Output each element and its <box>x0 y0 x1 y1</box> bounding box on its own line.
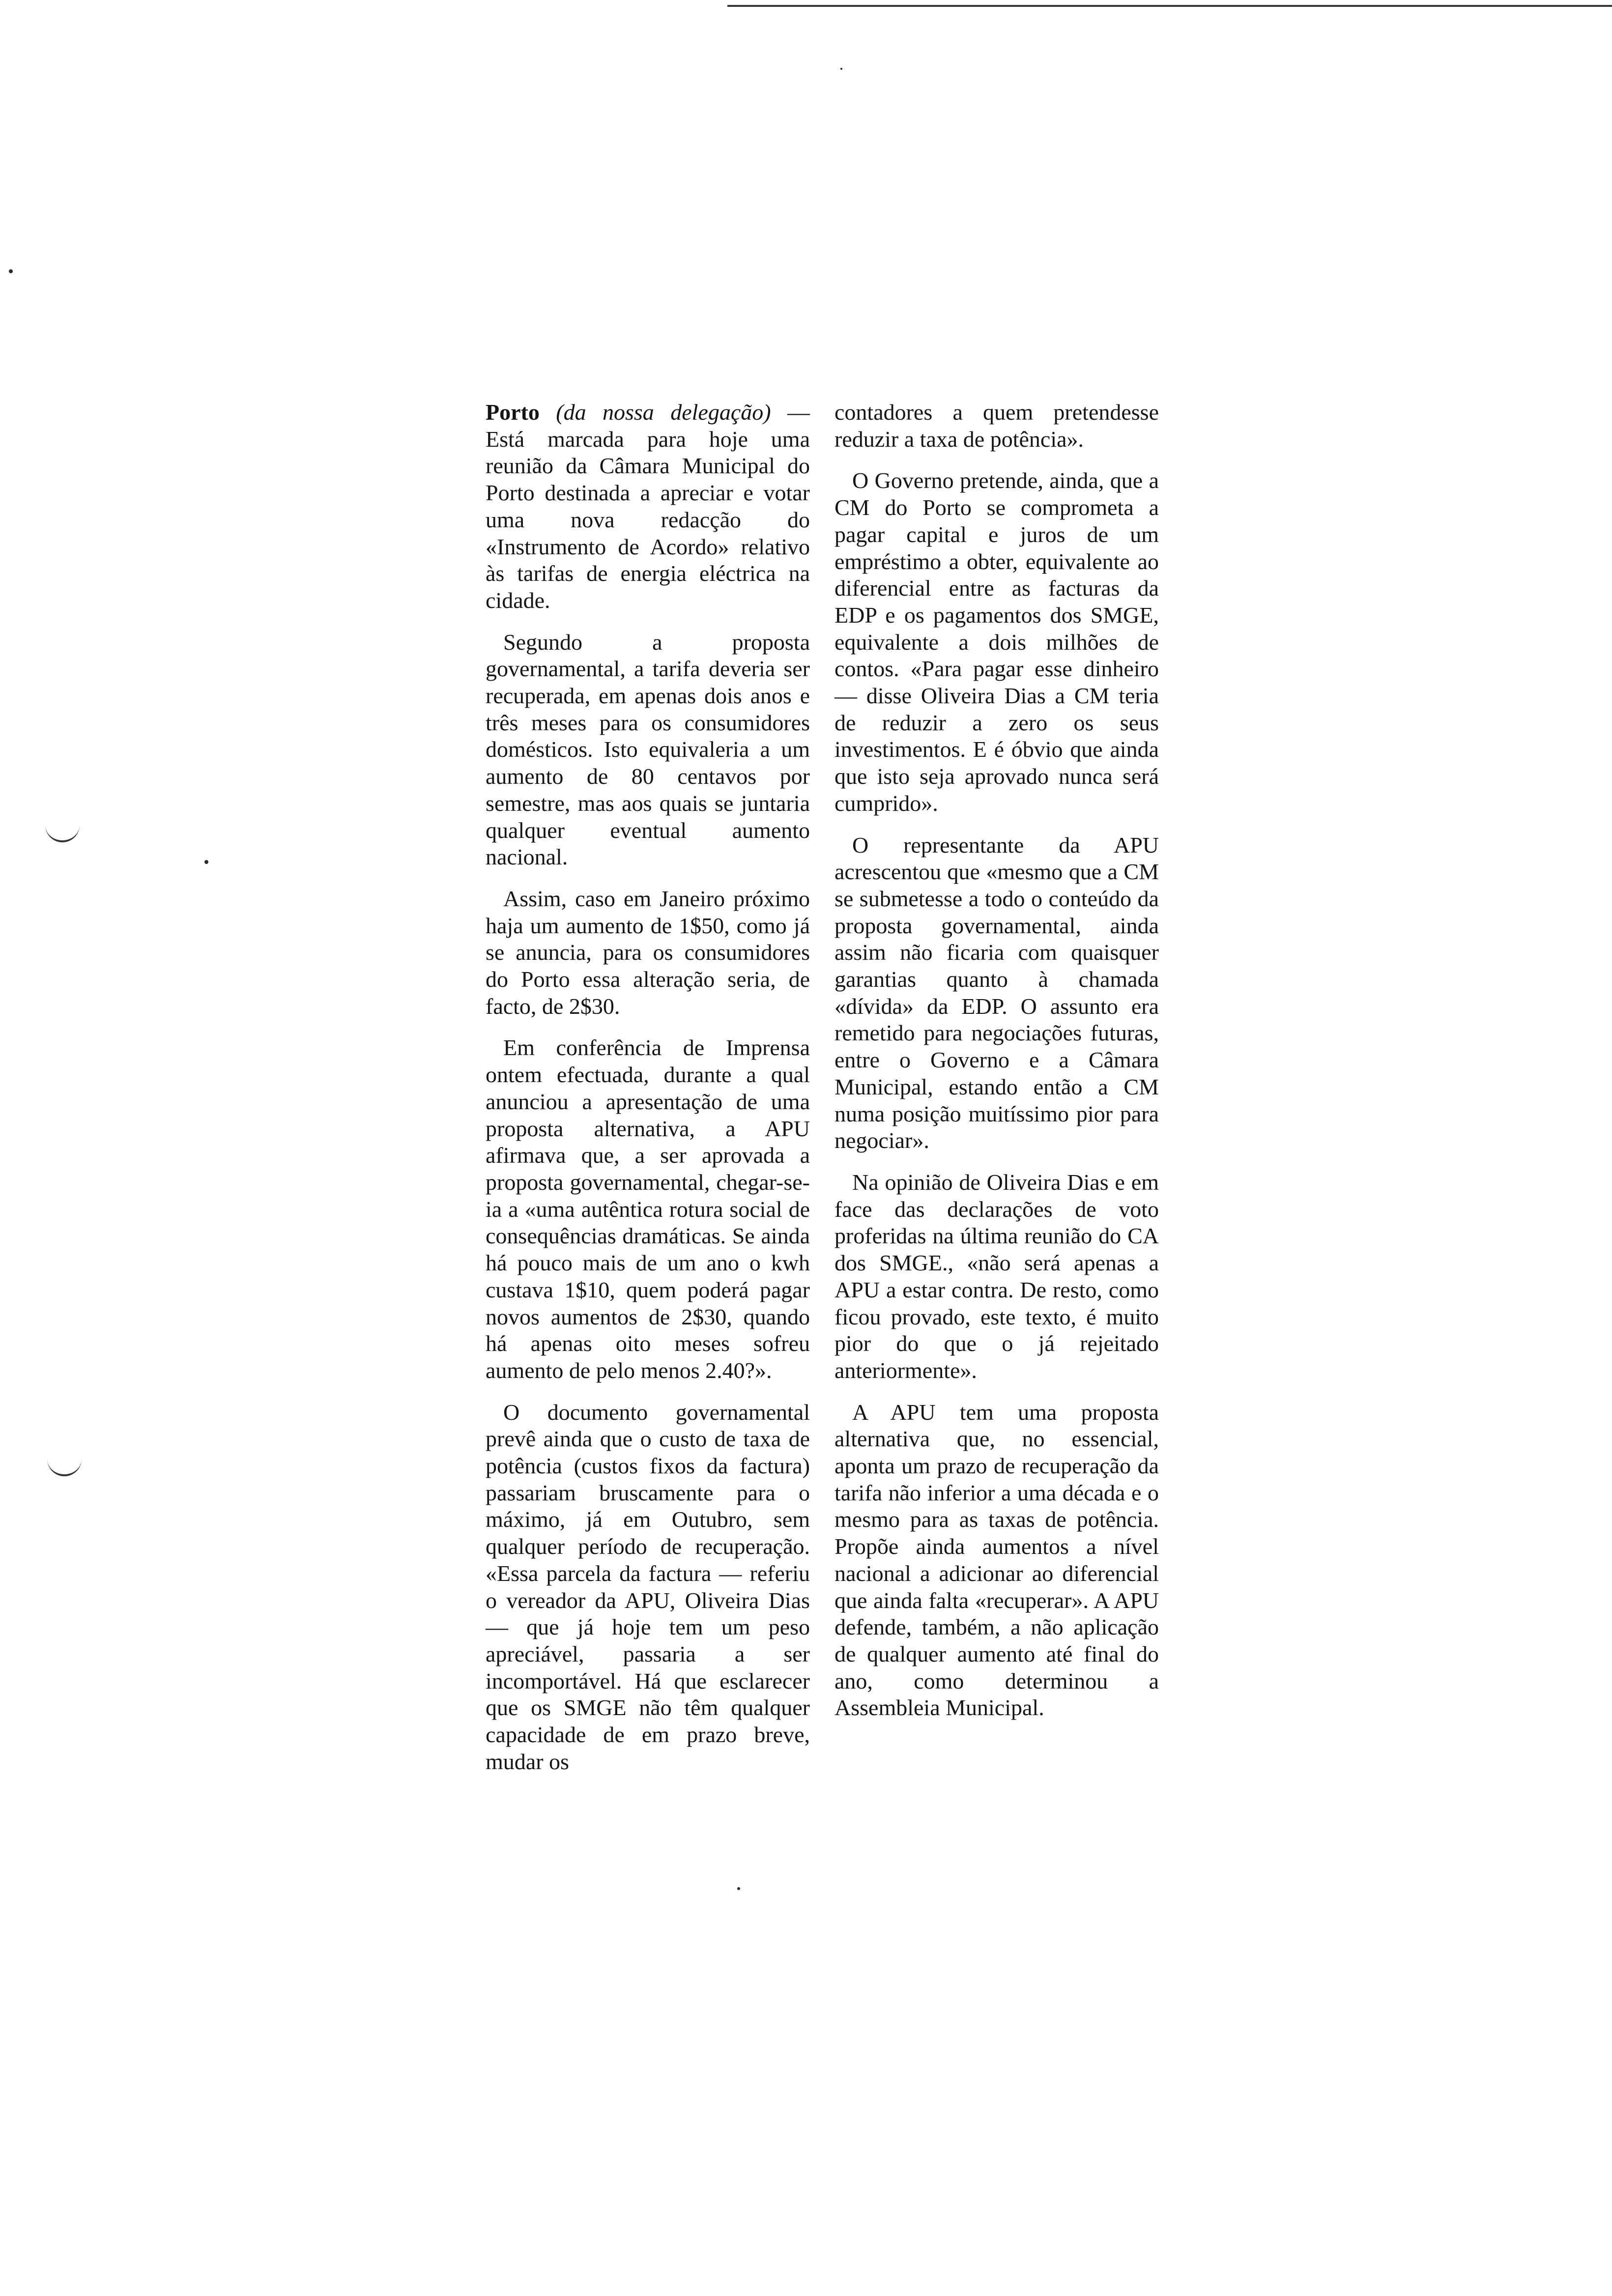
article-paragraph: Em conferência de Imprensa ontem efectuada, durante a qual anunciou a apresentação de uma proposta alternativa, a APU afirmava que, a ser aprovada a proposta governamental, chegar-se-ia a «uma autêntica rotura social de consequências dramáticas. Se ainda há pouco mais de um ano o kwh custava 1$10, quem poderá pagar novos aumentos de 2$30, quando há apenas oito meses sofreu aumento de pelo menos 2.40?». <box>486 1035 810 1383</box>
article-paragraph: O Governo pretende, ainda, que a CM do Porto se comprometa a pagar capital e juros de um empréstimo a obter, equivalente ao diferencial entre as facturas da EDP e os pagamentos dos SMGE, equivalente a dois milhões de contos. «Para pagar esse dinheiro — disse Oliveira Dias a CM teria de reduzir a zero os seus investimentos. E é óbvio que ainda que isto seja aprovado nunca será cumprido». <box>835 468 1159 816</box>
article-paragraph: O documento governamental prevê ainda que o custo de taxa de potência (custos fixos da factura) passariam bruscamente para o máximo, já em Outubro, sem qualquer período de recuperação. «Essa parcela da factura — referiu o vereador da APU, Oliveira Dias — que já hoje tem um peso apreciável, passaria a ser incomportável. Há que esclarecer que os SMGE não têm qualquer capacidade de em prazo breve, mudar os <box>486 1399 810 1774</box>
article-paragraph: contadores a quem pretendesse reduzir a taxa de potência». <box>835 400 1159 452</box>
article-byline: (da nossa delegação) <box>556 400 771 425</box>
article-dateline: Porto <box>486 400 540 425</box>
article-lead-text: — Está marcada para hoje uma reunião da Câmara Municipal do Porto destinada a apreciar e votar uma nova redacção do «Instrumento de Acordo» relativo às tarifas de energia eléctrica na cidade. <box>486 400 810 613</box>
article-lead-paragraph <box>486 399 810 614</box>
margin-mark <box>47 1455 82 1476</box>
scan-speck <box>840 68 842 70</box>
article-paragraph: Assim, caso em Janeiro próximo haja um aumento de 1$50, como já se anuncia, para os consumidores do Porto essa alteração seria, de facto, de 2$30. <box>486 886 810 1019</box>
scan-speck <box>9 269 13 273</box>
scan-speck <box>737 1887 740 1890</box>
article-paragraph: A APU tem uma proposta alternativa que, no essencial, aponta um prazo de recuperação da tarifa não inferior a uma década e o mesmo para as taxas de potência. Propõe ainda aumentos a nível nacional a adicionar ao diferencial que ainda falta «recuperar». A APU defende, também, a não aplicação de qualquer aumento até final do ano, como determinou a Assembleia Municipal. <box>835 1399 1159 1721</box>
article-left-column <box>486 399 810 1790</box>
article-paragraph: Na opinião de Oliveira Dias e em face das declarações de voto proferidas na última reunião do CA dos SMGE., «não será apenas a APU a estar contra. De resto, como ficou provado, este texto, é muito pior do que o já rejeitado anteriormente». <box>835 1169 1159 1383</box>
margin-mark <box>45 821 80 842</box>
top-rule-line <box>727 5 1612 7</box>
article-paragraph: Segundo a proposta governamental, a tarifa deveria ser recuperada, em apenas dois anos e três meses para os consumidores domésticos. Isto equivaleria a um aumento de 80 centavos por semestre, mas aos quais se juntaria qualquer eventual aumento nacional. <box>486 629 810 870</box>
scan-speck <box>204 860 208 864</box>
article-paragraph: O representante da APU acrescentou que «mesmo que a CM se submetesse a todo o conteúdo da proposta governamental, ainda assim não ficaria com quaisquer garantias quanto à chamada «dívida» da EDP. O assunto era remetido para negociações futuras, entre o Governo e a Câmara Municipal, estando então a CM numa posição muitíssimo pior para negociar». <box>835 832 1159 1153</box>
article-right-column <box>835 399 1159 1736</box>
